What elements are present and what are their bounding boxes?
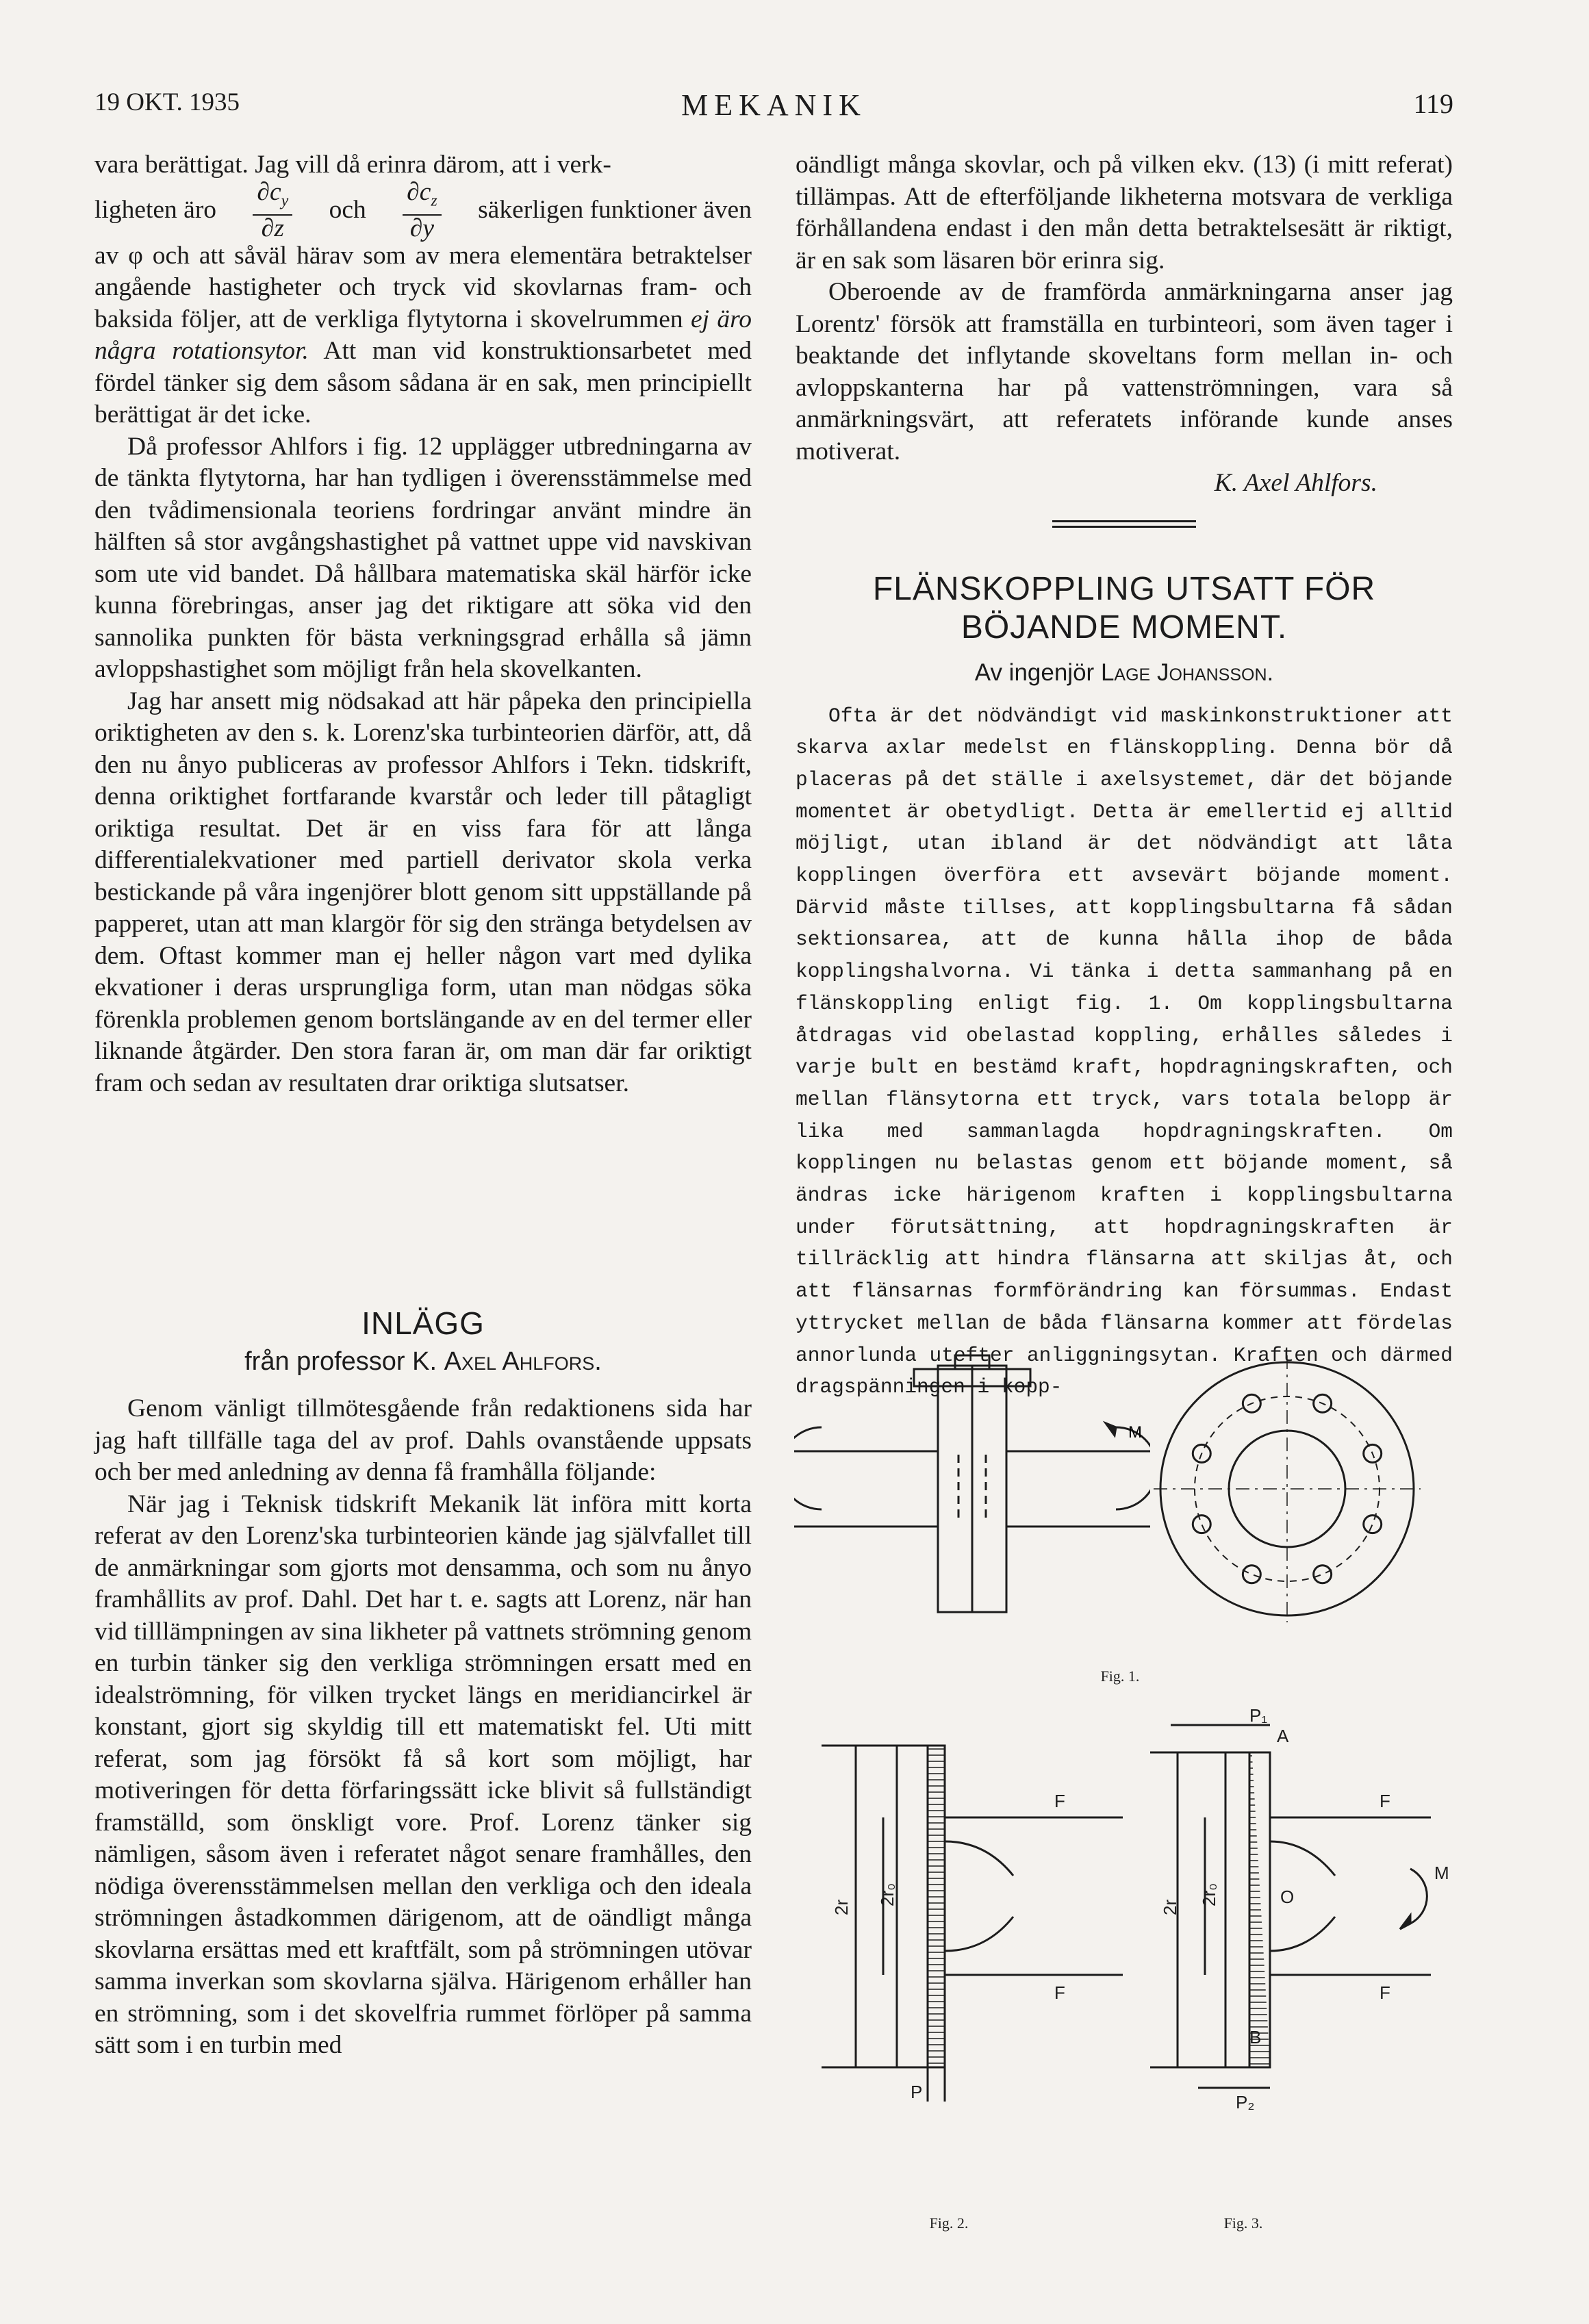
frac2-denominator: ∂y: [409, 214, 435, 242]
math-suffix: säkerligen funktioner även: [478, 196, 752, 225]
fig3-label-M: M: [1434, 1863, 1449, 1883]
math-prefix: ligheten äro: [94, 196, 217, 225]
fig2-caption: Fig. 2.: [929, 2214, 969, 2232]
partial-derivative-line: [94, 178, 752, 242]
right-para1: oändligt många skovlar, och på vilken ekv. (13) (i mitt referat) tillämpas. Att de efterföljande likheterna motsvara de verkliga förhållandena endast i den mån detta betraktelsesätt är riktigt, är en sak som läsaren bör erinra sig.: [796, 151, 1453, 274]
bolt-hole: [1243, 1566, 1260, 1583]
page-header: [94, 88, 1453, 129]
bolt-hole: [1314, 1566, 1332, 1583]
fig1-caption: Fig. 1.: [1100, 1668, 1140, 1685]
right-column: [796, 149, 1453, 1403]
signature: K. Axel Ahlfors.: [1214, 469, 1377, 497]
article-author: Lage Johansson.: [1100, 659, 1274, 686]
fig1-label-M: M: [1128, 1423, 1142, 1442]
inlagg-heading: INLÄGG: [361, 1305, 485, 1341]
bolt-hole: [1193, 1516, 1210, 1533]
issue-date: 19 OKT. 1935: [94, 88, 240, 116]
divider-rule-1: [1052, 520, 1196, 522]
fraction-dcy-dz: [253, 179, 292, 242]
fig3-label-2r: 2r: [1160, 1899, 1180, 1915]
article-para1: Ofta är det nödvändigt vid maskinkonstruktioner att skarva axlar medelst en flänskoppling. Denna bör då placeras på det ställe i axelsystemet, där det böjande momentet är obetydligt. Detta är emellertid ej alltid möjligt, utan ibland är det nödvändigt att låta kopplingen överföra ett avsevärt böjande moment. Därvid måste tillses, att kopplingsbultarna få sådan sektionsarea, att de kunna hålla ihop de båda kopplingshalvorna. Vi tänka i detta sammanhang på en flänskoppling enligt fig. 1. Om kopplingsbultarna åtdragas vid obelastad koppling, erhålles således i varje bult en bestämd kraft, hopdragningskraften, och mellan flänsytorna ett tryck, vars totala belopp är lika med sammanlagda hopdragningskraften. Om kopplingen nu belastas genom ett böjande moment, så ändras icke härigenom kraften i kopplingsbultarna under förutsättning, att hopdragningskraften är tillräcklig att hindra flänsarna att skiljas åt, och att flänsarnas formförändring kan försummas. Endast yttrycket mellan de båda flänsarna kommer att fördelas annorlunda utefter anliggningsytan. Kraften och därmed dragspänningen i kopp-: [796, 704, 1453, 1399]
fig2-label-P: P: [911, 2082, 923, 2102]
fig2-label-2r: 2r: [831, 1899, 852, 1915]
fig3-caption: Fig. 3.: [1223, 2214, 1263, 2232]
right-para2: Oberoende av de framförda anmärkningarna anser jag Lorentz' försök att framställa en turbinteori, som även tager i beaktande det inflytande skoveltans form mellan in- och avloppskanterna har på vattenströmningen, vara så anmärkningsvärt, att referatets införande kunde anses motiverat.: [796, 278, 1453, 465]
fig3-label-F-bottom: F: [1380, 1982, 1390, 2003]
page-number: 119: [1413, 88, 1453, 119]
frac1-subscript: y: [281, 192, 289, 210]
inlagg-body: [94, 1393, 752, 2062]
fig3-label-F-top: F: [1380, 1791, 1390, 1811]
fig3-label-A: A: [1277, 1726, 1289, 1746]
left-para2: Då professor Ahlfors i fig. 12 upplägger utbredningarna av de tänkta flytytorna, har han tydligen i överensstämmelse med den tvådimensionala teoriens fordringar använt mindre än hälften så stor avgångshastighet på vattnet uppe vid navskivan som ute vid bandet. Då hållbara matematiska skäl härför icke kunna förebringas, anser jag det riktigare att söka vid den sannolika punkten för bästa verkningsgrad erhålla så jämn avloppshastighet som möjligt från hela skovelkanten.: [94, 432, 752, 683]
article-by-prefix: Av ingenjör: [974, 659, 1095, 686]
frac2-subscript: z: [431, 192, 437, 210]
fig1-end-view: [1150, 1352, 1424, 1626]
inlagg-author: Axel Ahlfors.: [444, 1347, 602, 1376]
fig2-label-F-top: F: [1054, 1791, 1065, 1811]
fig3-label-O: O: [1280, 1887, 1295, 1907]
left-para3: Jag har ansett mig nödsakad att här påpeka den principiella oriktigheten av den s. k. Lorenz'ska turbinteorien därför, att, då den nu ånyo publiceras av professor Ahlfors i Tekn. tidskrift, denna oriktighet fortfarande kvarstår och leder till påtagligt oriktiga resultat. Det är en viss fara för att långa differentialekvationer med partiell derivator skola verka bestickande på våra ingenjörer blott genom sitt uppställande på papperet, utan att man klargör för sig den stränga betydelsen av dem. Oftast kommer man ej heller någon vart med dylika ekvationer i deras ursprungliga form, utan man nödgas söka förenkla problemen genom bortslängande av en del termer eller liknande åtgärder. Den stora faran är, om man där far oriktigt fram och sedan av resultaten drar oriktiga slutsatser.: [94, 687, 752, 1097]
article-title-line1: FLÄNSKOPPLING UTSATT FÖR: [872, 570, 1376, 607]
left-para1-body: [94, 240, 752, 431]
fig3-label-B: B: [1249, 2027, 1262, 2047]
left-para1-start: vara berättigat. Jag vill då erinra därom, att i verk-: [94, 151, 611, 179]
fig3-label-P2: P₂: [1236, 2092, 1255, 2112]
journal-title: MEKANIK: [681, 88, 867, 122]
fig3-label-2r0: 2r₀: [1199, 1883, 1219, 1906]
frac1-numerator: ∂c: [257, 178, 281, 207]
article-body: [796, 700, 1453, 1403]
left-para1-emphasis: ej äro några rotationsytor.: [94, 305, 752, 365]
inlagg-byline: [94, 1347, 752, 1377]
inlagg-by-prefix: från professor K.: [244, 1347, 437, 1376]
frac1-denominator: ∂z: [261, 214, 284, 242]
frac2-numerator: ∂c: [407, 178, 431, 207]
fig1-side-view: [794, 1352, 1150, 1626]
fig3-stress-diagram: [1123, 1704, 1451, 2115]
fig2-label-2r0: 2r₀: [877, 1883, 898, 1906]
left-para1-b: Att man vid konstruktionsarbetet med fördel tänker sig dem såsom sådana är en sak, men principiellt berättigat är det icke.: [94, 337, 752, 429]
bolt-hole: [1364, 1516, 1382, 1533]
math-och: och: [329, 196, 366, 225]
left-column: [94, 149, 752, 1099]
article-byline: [796, 659, 1453, 687]
inlagg-para2: När jag i Teknisk tidskrift Mekanik lät införa mitt korta referat av den Lorenz'ska turbinteorien kände jag självfallet till de anmärkningar som gjorts mot densamma, och som nu ånyo framhållits av prof. Dahl. Det har t. e. sagts att Lorenz, när han vid tilllämpningen av sina likheter på vattnets strömning genom en turbin tänker sig den verkliga strömningen ersatt med en idealströmning, för vilken trycket längs en meridiancirkel är konstant, gjort sig skyldig till ett matematiskt fel. Uti mitt referat, som jag försökt få så kort som möjligt, har motiveringen för detta förfaringssätt icke blivit så fullständigt framställd, som önskligt vore. Prof. Lorenz tänker sig nämligen, såsom även i referatet något senare framhålles, den nödiga överensstämmelsen mellan den verkliga och den ideala strömningen åstadkommen därigenom, att de oändligt många skovlarna ersättas med ett kraftfält, som på strömningen utövar samma inverkan som skovlarna själva. Härigenom erhåller han en strömning, som i det skovelfria rummet förlöper på samma sätt som i en turbin med: [94, 1490, 752, 2059]
fraction-dcz-dy: [403, 179, 442, 242]
fig3-label-P1: P₁: [1249, 1705, 1268, 1726]
left-para1-a: av φ och att såväl härav som av mera elementära betraktelser angående hastigheter och tryck vid skovlarnas fram- och baksida följer, att de verkliga flytytorna i skovelrummen: [94, 241, 752, 333]
fig2-stress-diagram: [808, 1711, 1123, 2108]
fig2-label-F-bottom: F: [1054, 1982, 1065, 2003]
article-title-line2: BÖJANDE MOMENT.: [961, 609, 1288, 646]
inlagg-para1: Genom vänligt tillmötesgående från redaktionens sida har jag haft tillfälle taga del av prof. Dahls ovanstående uppsats och ber med anledning av denna få framhålla följande:: [94, 1394, 752, 1486]
